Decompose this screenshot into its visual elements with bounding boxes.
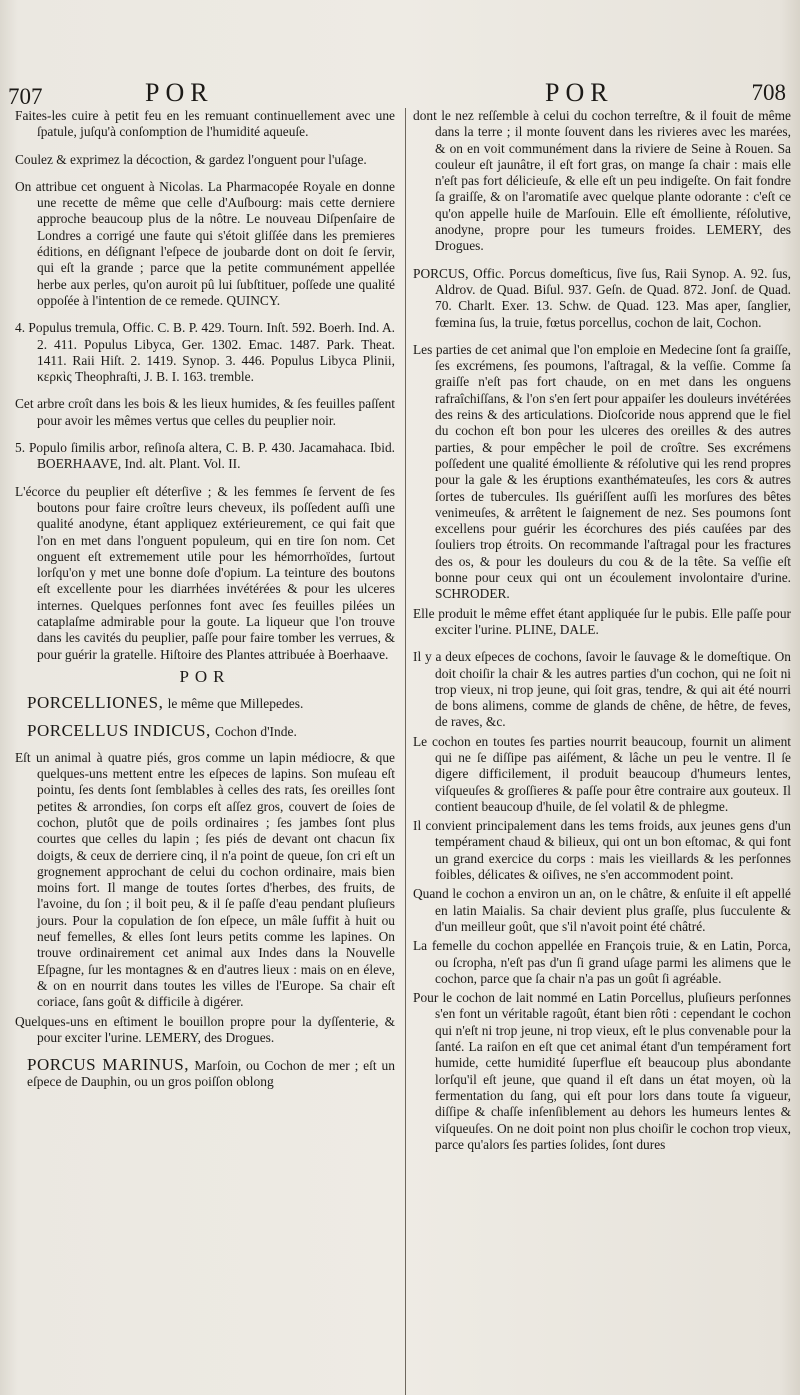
left-column: [15, 108, 395, 1395]
paragraph: Le cochon en toutes ſes parties nourrit beaucoup, fournit un aliment qui ne ſe diſſipe pas aiſément, & lâche un peu le ventre. Il ſe digere difficilement, il produit beaucoup d'humeurs lentes, viſqueuſes & groſſieres & paſſe pour être contraire aux gouteux. Il contient beaucoup d'huile, de ſel volatil & de phlegme.: [413, 733, 791, 814]
reference-entry: PORCUS, Offic. Porcus domeſticus, ſive ſus, Raii Synop. A. 92. ſus, Aldrov. de Quad. Biſul. 937. Geſn. de Quad. 872. Jonſ. de Quad. 70. Charlt. Exer. 13. Schw. de Quad. 123. Mas aper, ſanglier, fœmina ſus, la truie, fœtus porcellus, cochon de lait, Cochon.: [413, 265, 791, 330]
paragraph: Il convient principalement dans les tems froids, aux jeunes gens d'un tempérament chaud & bilieux, qui ont un bon eſtomac, & qui font un grand exercice du corps : mais les vieillards & les perſonnes foibles, délicates & oiſives, ne s'en accommodent point.: [413, 818, 791, 883]
entry-subtitle: le même que Millepedes.: [167, 696, 304, 712]
entry-heading: [15, 695, 395, 712]
paragraph: Cet arbre croît dans les bois & les lieux humides, & ſes feuilles paſſent pour avoir les mêmes vertus que celles du peuplier noir.: [15, 396, 395, 428]
paragraph: La femelle du cochon appellée en François truie, & en Latin, Porca, ou ſcropha, n'eſt pas d'un ſi grand uſage parmi les alimens que le cochon, parce que ſa chair n'a pas un goût ſi agréable.: [413, 938, 791, 986]
page-header: [0, 78, 800, 108]
entry-heading: [15, 720, 395, 740]
paragraph: Quelques-uns en eſtiment le bouillon propre pour la dyſſenterie, & pour exciter l'urine. LEMERY, des Drogues.: [15, 1013, 395, 1045]
entry-heading: [15, 1057, 395, 1091]
paragraph: Eſt un animal à quatre piés, gros comme un lapin médiocre, & que quelques-uns mettent entre les eſpeces de lapins. Son muſeau eſt pointu, ſes dents ſont ſemblables à celles des rats, ſes oreilles ſont petites & arrondies, ſon corps eſt aſſez gros, couvert de ſoies de cochon, plutôt que de poils ordinaires ; ſes jambes ſont plus courtes que celles du lapin ; ſes piés de devant ont chacun ſix doigts, & ceux de derriere cinq, il n'a point de queue, ſon cri eſt un grognement approchant de celui du cochon ordinaire, mais bien moins fort. Il mange de toutes ſortes d'herbes, des fruits, de l'avoine, du ſon ; il boit peu, & il ſe paſſe d'eau pendant pluſieurs jours. Pour la copulation de ſon eſpece, un mâle ſuffit à huit ou neuf femelles, & elles ſont leurs petits comme les lapines. On trouve ordinairement cet animal aux Indes dans la Nouvelle Eſpagne, ſur les montagnes & en d'autres lieux : mais on en éleve, & on en nourrit dans toutes les villes de l'Europe. Sa chair eſt coriace, ſans goût & difficile à digérer.: [15, 749, 395, 1010]
paragraph: dont le nez reſſemble à celui du cochon terreſtre, & il fouit de même dans la terre ; il monte ſouvent dans les rivieres avec les marées, & on en voit communément dans la riviere de Seine à Rouen. Sa couleur eſt jaunâtre, il eſt fort gras, on mange ſa chair : mais elle n'eſt pas fort délicieuſe, & elle eſt un peu indigeſte. On fait fondre ſa graiſſe, & on l'aromatiſe avec quelque plante odorante : c'eſt ce qu'on appelle huile de Marſouin. Elle eſt émolliente, réſolutive, anodyne, propre pour les tumeurs froides. LEMERY, des Drogues.: [413, 108, 791, 254]
entry-subtitle: Cochon d'Inde.: [215, 723, 297, 739]
entry-title: PORCUS MARINUS,: [27, 1055, 189, 1075]
right-column: [413, 108, 791, 1395]
reference-entry: 5. Populo ſimilis arbor, reſinoſa altera, C. B. P. 430. Jacamahaca. Ibid. BOERHAAVE, Ind. alt. Plant. Vol. II.: [15, 440, 395, 472]
paragraph: Elle produit le même effet étant appliquée ſur le pubis. Elle paſſe pour exciter l'urine. PLINE, DALE.: [413, 605, 791, 637]
page-number-right: 708: [751, 80, 786, 105]
entry-subtitle: Marſoin, ou Cochon de mer ; eſt un eſpece de Dauphin, ou un gros poiſſon oblong: [27, 1058, 396, 1090]
section-label: POR: [179, 666, 231, 686]
column-divider: [405, 108, 406, 1395]
entry-title: PORCELLUS INDICUS,: [27, 720, 211, 740]
paragraph: On attribue cet onguent à Nicolas. La Pharmacopée Royale en donne une recette de même que celle d'Auſbourg: mais cette derniere approche beaucoup plus de la nôtre. Le nouveau Diſpenſaire de Londres a corrigé une faute qui s'étoit gliſſée dans les premieres éditions, en déſignant l'eſpece de joubarde dont on doit ſe ſervir, qui eſt la grande ; parce que la petite communément appellée herbe aux perles, qu'on auroit pû lui ſubſtituer, poſſede une qualité oppoſée à l'intention de ce remede. QUINCY.: [15, 178, 395, 308]
paragraph: Pour le cochon de lait nommé en Latin Porcellus, pluſieurs perſonnes s'en font un véritable ragoût, étant bien rôti : cependant le cochon qui n'eſt ni trop jeune, ni trop vieux, eſt le plus convenable pour la ſanté. La raiſon en eſt que cet animal étant d'un tempérament fort humide, cette humidité ſuperflue eſt beaucoup plus abondante lorſqu'il eſt jeune, que quand il eſt dans un état moyen, où la fermentation du ſang, qui eſt pour lors dans toute ſa vigueur, diſſipe & chaſſe inſenſiblement au dehors les humeurs lentes & viſqueuſes. On ne doit point non plus choiſir le cochon trop vieux, parce qu'alors ſes parties ſolides, ſont dures: [413, 990, 791, 1152]
paragraph: Coulez & exprimez la décoction, & gardez l'onguent pour l'uſage.: [15, 151, 367, 167]
paragraph: Les parties de cet animal que l'on emploie en Medecine ſont ſa graiſſe, ſes excrémens, ſes poumons, l'aſtragal, & la veſſie. Comme ſa graiſſe n'eſt pas fort chaude, on en met dans les onguens rafraîchiſſans, & l'on s'en ſert pour appaiſer les douleurs invétérées des reins & des articulations. Dioſcoride nous apprend que le fiel du cochon eſt bon pour les ulceres des oreilles & des autres parties, & pour empêcher le poil de croître. Ses excrémens poſſedent une qualité émolliente & réſolutive qui les rend propres pour la gale & les éruptions exanthémateuſes, les cors & autres ſortes de tubercules. Ils guériſſent auſſi les morſures des bêtes venimeuſes, & arrêtent le ſaignement de nez. Ses poumons ſont excellens pour guérir les écorchures des piés cauſées par des ſouliers trop étroits. On recommande l'aſtragal pour les fractures des os, & pour les douleurs du cou & de la tête. Sa veſſie eſt bonne pour ceux qui ont un écoulement involontaire d'urine. SCHRODER.: [413, 341, 791, 602]
paragraph: Quand le cochon a environ un an, on le châtre, & enſuite il eſt appellé en latin Maialis. Sa chair devient plus graſſe, plus ſucculente & d'un meilleur goût, que s'il n'avoit point été châtré.: [413, 886, 791, 934]
paragraph: L'écorce du peuplier eſt déterſive ; & les femmes ſe ſervent de ſes boutons pour faire croître leurs cheveux, ils poſſedent auſſi une qualité anodyne, étant appliquez extérieurement, ce qui fait que l'on en met dans l'onguent populeum, qui en tire ſon nom. Cet onguent eſt extremement utile pour les hémorrhoïdes, ſurtout lorſqu'on y met une bonne doſe d'opium. La teinture des boutons eſt excellente pour les diarrhées invétérées & pour les ulceres internes. Quelques perſonnes font avec ſes feuilles pilées un cataplaſme admirable pour la goute. La liqueur que l'on trouve dans les cavités du peuplier, paſſe pour faire tomber les verrues, & pour guérir la gratelle. Hiſtoire des Plantes attribuée à Boerhaave.: [15, 483, 395, 662]
paragraph: Faites-les cuire à petit feu en les remuant continuellement avec une ſpatule, juſqu'à conſomption de l'humidité aqueuſe.: [15, 108, 395, 140]
running-head-left: POR: [145, 78, 214, 107]
entry-title: PORCELLIONES,: [27, 693, 164, 713]
running-head-right: POR: [545, 78, 614, 107]
paragraph: Il y a deux eſpeces de cochons, ſavoir le ſauvage & le domeſtique. On doit choiſir la chair & les autres parties d'un cochon, qui ne ſoit ni trop vieux, ni trop jeune, qui ſoit gras, tendre, & qui ait été nourri de bons alimens, comme de glands de chêne, de hêtre, de feves, de raves, &c.: [413, 649, 791, 730]
page-number-left: 707: [8, 84, 43, 109]
reference-entry: 4. Populus tremula, Offic. C. B. P. 429. Tourn. Inſt. 592. Boerh. Ind. A. 2. 411. Populus Libyca, Ger. 1302. Emac. 1487. Park. Theat. 1411. Raii Hiſt. 2. 1419. Synop. 3. 446. Populus Libyca Plinii, κερκὶς Theophraſti, J. B. I. 163. tremble.: [15, 320, 395, 385]
